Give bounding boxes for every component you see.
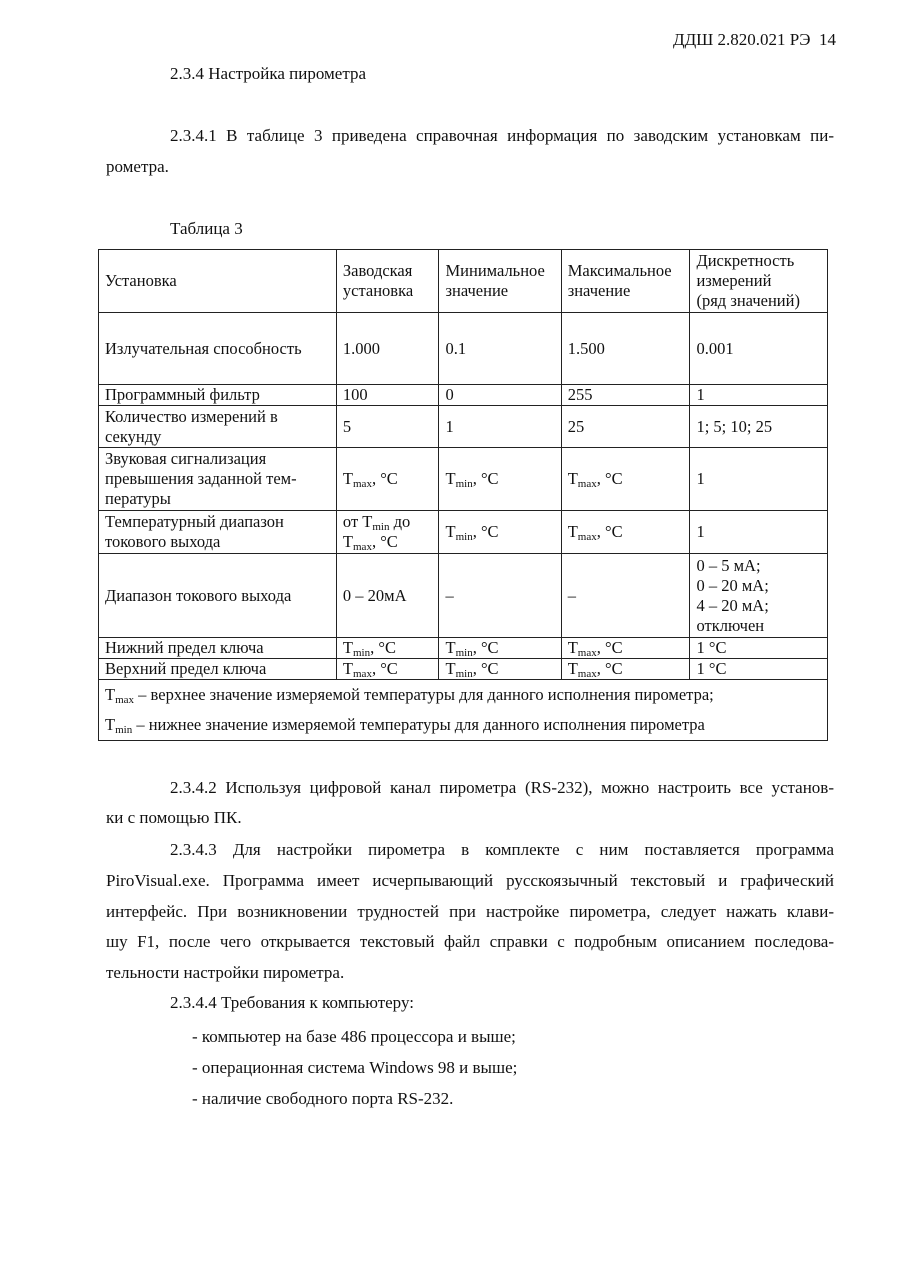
table-cell: 1 xyxy=(690,385,828,406)
table-cell: $T_{max}$, °C xyxy=(561,638,690,659)
table-row xyxy=(99,448,828,511)
table-cell: Программный фильтр xyxy=(99,385,337,406)
header-cell: Дискретность измерений (ряд значений) xyxy=(690,250,828,313)
table-cell: 0 – 20мА xyxy=(336,554,439,638)
note-tmin: $T_{min}$ – нижнее значение измеряемой температуры для данного исполнения пирометра xyxy=(105,715,705,736)
table-cell: Нижний предел ключа xyxy=(99,638,337,659)
table-cell: $T_{max}$, °C xyxy=(336,659,439,680)
table-cell: Количество измерений в секунду xyxy=(99,406,337,448)
table-cell: 0 xyxy=(439,385,561,406)
table-cell: 0.001 xyxy=(690,313,828,385)
list-item: - компьютер на базе 486 процессора и выше; xyxy=(192,1027,516,1046)
table-cell: $T_{max}$, °C xyxy=(561,511,690,554)
table-cell: $T_{max}$, °C xyxy=(561,448,690,511)
table-cell: 5 xyxy=(336,406,439,448)
para-2341-line2: рометра. xyxy=(106,157,169,176)
para-2344-heading: 2.3.4.4 Требования к компьютеру: xyxy=(170,993,414,1012)
header-cell: Заводская установка xyxy=(336,250,439,313)
table-cell: – xyxy=(439,554,561,638)
table-row xyxy=(99,638,828,659)
header-cell: Установка xyxy=(99,250,337,313)
table-cell: 0 – 5 мА; 0 – 20 мА; 4 – 20 мА; отключен xyxy=(690,554,828,638)
table-row xyxy=(99,313,828,385)
para-2343-line1: 2.3.4.3 Для настройки пирометра в комплекте с ним поставляется программа xyxy=(170,840,834,859)
para-2343-line2: PiroVisual.exe. Программа имеет исчерпывающий русскоязычный текстовый и графический xyxy=(106,871,834,890)
table-cell: Излучательная способность xyxy=(99,313,337,385)
table-notes-row xyxy=(99,680,828,741)
table-cell: $T_{min}$, °C xyxy=(439,511,561,554)
settings-table xyxy=(98,249,828,741)
table-cell: 1 xyxy=(690,448,828,511)
table-row xyxy=(99,659,828,680)
table-row xyxy=(99,554,828,638)
table-cell: $T_{min}$, °C xyxy=(439,638,561,659)
table-row xyxy=(99,406,828,448)
table-cell: 25 xyxy=(561,406,690,448)
section-heading: 2.3.4 Настройка пирометра xyxy=(170,64,367,83)
para-2343-line3: интерфейс. При возникновении трудностей при настройке пирометра, следует нажать клави- xyxy=(106,902,834,921)
table-cell: 1.000 xyxy=(336,313,439,385)
header-cell: Минимальное значение xyxy=(439,250,561,313)
table-cell: 1 °C xyxy=(690,638,828,659)
table-cell: – xyxy=(561,554,690,638)
para-2342-line2: ки с помощью ПК. xyxy=(106,808,242,827)
table-cell: от $T_{min}$ до $T_{max}$, °C xyxy=(336,511,439,554)
table-cell: 1 xyxy=(690,511,828,554)
note-tmax: $T_{max}$ – верхнее значение измеряемой температуры для данного исполнения пирометра; xyxy=(105,685,714,706)
table-cell: 1 xyxy=(439,406,561,448)
table-cell: $T_{max}$, °C xyxy=(561,659,690,680)
para-2343-line4: шу F1, после чего открывается текстовый файл справки с подробным описанием последова- xyxy=(106,932,834,951)
table-cell: 100 xyxy=(336,385,439,406)
table-cell: 0.1 xyxy=(439,313,561,385)
table-row xyxy=(99,511,828,554)
table-cell: Звуковая сигнализация превышения заданной тем- пературы xyxy=(99,448,337,511)
table-cell: 1 °C xyxy=(690,659,828,680)
page-header xyxy=(673,30,836,50)
table-cell: 255 xyxy=(561,385,690,406)
table-header-row xyxy=(99,250,828,313)
table-cell: 1.500 xyxy=(561,313,690,385)
table-cell: Температурный диапазон токового выхода xyxy=(99,511,337,554)
table-notes xyxy=(99,680,828,741)
table-cell: $T_{max}$, °C xyxy=(336,448,439,511)
para-2343-line5: тельности настройки пирометра. xyxy=(106,963,345,982)
document-id: ДДШ 2.820.021 РЭ xyxy=(672,30,811,49)
table-cell: $T_{min}$, °C xyxy=(336,638,439,659)
table-cell: $T_{min}$, °C xyxy=(439,448,561,511)
table-cell: $T_{min}$, °C xyxy=(439,659,561,680)
table-caption: Таблица 3 xyxy=(170,219,243,238)
table-cell: Верхний предел ключа xyxy=(99,659,337,680)
para-2342-line1: 2.3.4.2 Используя цифровой канал пирометра (RS-232), можно настроить все установ- xyxy=(170,778,834,797)
page-number: 14 xyxy=(819,30,836,49)
header-cell: Максимальное значение xyxy=(561,250,690,313)
table-cell: Диапазон токового выхода xyxy=(99,554,337,638)
list-item: - наличие свободного порта RS-232. xyxy=(192,1089,454,1108)
table-cell: 1; 5; 10; 25 xyxy=(690,406,828,448)
list-item: - операционная система Windows 98 и выше; xyxy=(192,1058,518,1077)
para-2341-line1: 2.3.4.1 В таблице 3 приведена справочная информация по заводским установкам пи- xyxy=(170,126,834,145)
table-row xyxy=(99,385,828,406)
